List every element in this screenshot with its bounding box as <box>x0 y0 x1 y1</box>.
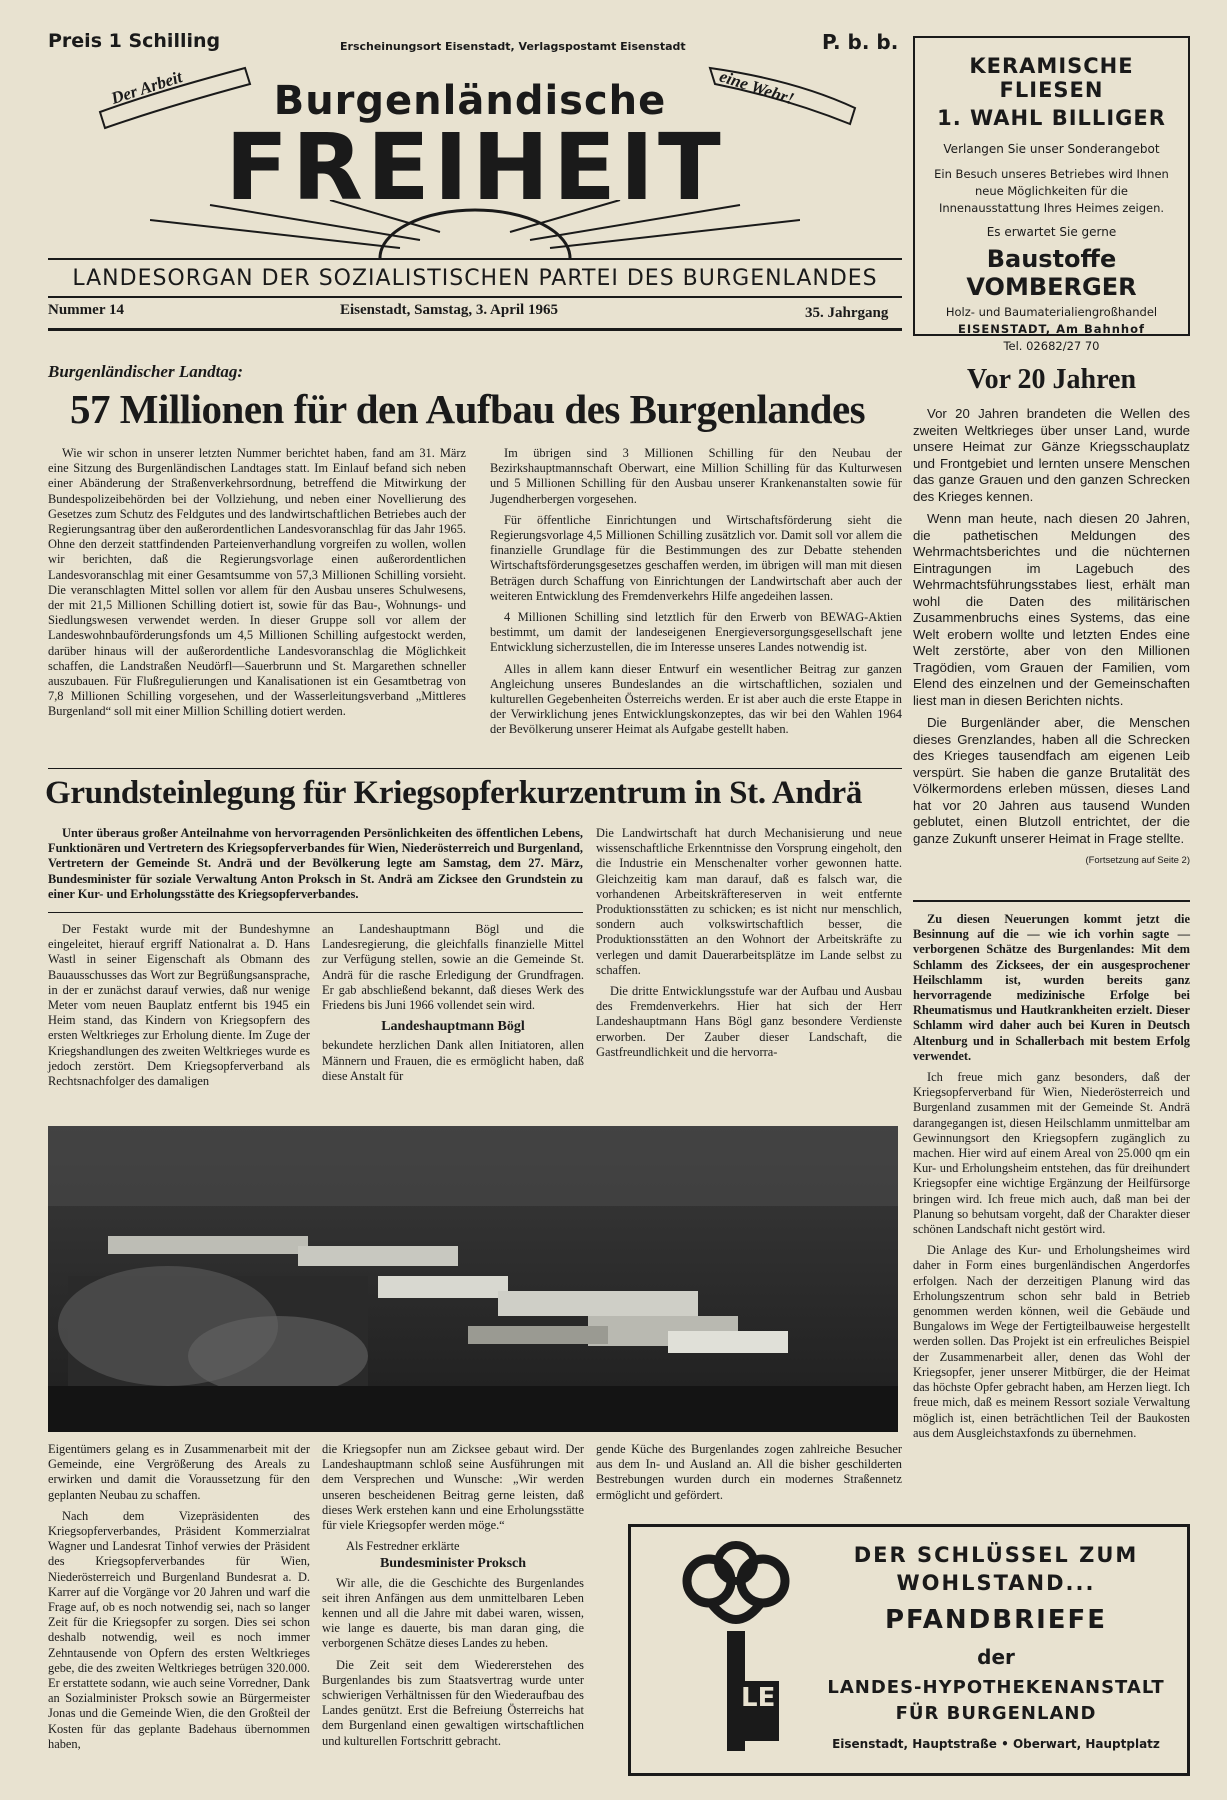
key-logo-letters: LE <box>741 1683 776 1713</box>
article2-col3 <box>596 826 902 1066</box>
article2-lead-right: Die Landwirtschaft hat durch Mechanisierung und neue wissenschaftliche Erkenntnisse den Vorsprung eingeholt, den die Industrie ein Menschenalter vorher gewonnen hatte. Gleichzeitig kam man darauf, daß es falsch war, die vorhandenen Arbeitskräftereserven in weit entfernte Produktionsstätten zu schicken; es ist nicht nur menschlich, sondern auch volkswirtschaftlich besser, die Produktionsstätten an den Wohnort der Arbeitskräfte zu verlegen und damit Dauerarbeitsplätze im Lande selbst zu schaffen. <box>596 826 902 977</box>
header-bottom-rule <box>48 328 902 331</box>
article1-headline: 57 Millionen für den Aufbau des Burgenlandes <box>70 386 866 432</box>
article2-bottom2: die Kriegsopfer nun am Zicksee gebaut wird. Der Landeshauptmann schloß seine Ausführungen mit dem Versprechen und Wunsche: „Wir werden unseren bescheidenen Beitrag gerne leisten, daß dieses Werk erstehen kann und eine Erholungsstätte für viele Kriegsopfer werden möge.“ <box>322 1442 584 1533</box>
article1-col2 <box>490 446 902 744</box>
ad-bottom-line6: FÜR BURGENLAND <box>895 1703 1097 1724</box>
article2-headline: Grundsteinlegung für Kriegsopferkurzentrum in St. Andrä <box>45 775 863 811</box>
ad-line-3: Es erwartet Sie gerne <box>986 225 1117 239</box>
ad-pfandbriefe-box <box>628 1524 1190 1776</box>
subtitle-rule <box>48 296 902 298</box>
ad-headline-2: 1. WAHL BILLIGER <box>937 106 1166 130</box>
article1-col2d: Alles in allem kann dieser Entwurf ein wesentlicher Beitrag zur ganzen Angleichung unseres Bundeslandes an die wirtschaftlichen, sozialen und kulturellen Gegebenheiten Österreichs werden. Er ist aber auch die erste Etappe in der Verwirklichung jenes Entwicklungskonzeptes, das wir bei den Wahlen 1964 der Bevölkerung unserer Heimat als Aufgabe gestellt haben. <box>490 661 902 737</box>
side-article-p2: Wenn man heute, nach diesen 20 Jahren, die pathetischen Meldungen des Wehrmachtsberichtes und die nüchternen Eintragungen im Lagebuch des Wehrmachtsführungsstabes liest, erhält man wohl die Daten des militärischen Zusammenbruchs eines Systems, das eine Welt erobern wollte und letzten Endes eine Welt zerstörte, aber von den Millionen Tragödien, vom Grauen der Familien, vom Elend des einzelnen und der Gemeinschaften liest man in diesen Berichten nichts. <box>913 511 1190 708</box>
issue-number: Nummer 14 <box>48 302 124 318</box>
article2-right-col <box>913 912 1190 1447</box>
article2-col3-text: Die dritte Entwicklungsstufe war der Aufbau und Ausbau des Fremdenverkehrs. Hier hat sich der Herr Landeshauptmann Hans Bögl ganz besondere Verdienste erworben. Der Zauber dieser Landschaft, die Gastfreundlichkeit und die hervorra- <box>596 984 902 1059</box>
title-top: Burgenländische <box>273 78 667 124</box>
pbb-label: P. b. b. <box>822 30 899 54</box>
article2-bottom3: gende Küche des Burgenlandes zogen zahlreiche Besucher aus dem In- und Ausland an. All die bisher geschilderten Bestrebungen wurden durch ein modernes Straßennetz ermöglicht und gefördert. <box>596 1442 902 1502</box>
publication-place: Erscheinungsort Eisenstadt, Verlagspostamt Eisenstadt <box>340 40 686 53</box>
article2-bottom2b: Wir alle, die die Geschichte des Burgenlandes seit ihren Anfängen aus dem unmittelbaren Leben kennen und all die Jahre mit dabei waren, wissen, wie lange es dauerte, bis man daran ging, die verborgenen Schätze dieses Landes zu heben. <box>322 1575 584 1651</box>
side-article-rule <box>913 900 1190 902</box>
ad-bottom-line4: der <box>977 1645 1015 1669</box>
masthead-rule <box>48 258 902 260</box>
side-article-continuation: (Fortsetzung auf Seite 2) <box>1085 855 1190 866</box>
ad-line-2: Ein Besuch unseres Betriebes wird Ihnen neue Möglichkeiten für die Innenausstattung Ihres Heimes zeigen. <box>934 167 1169 215</box>
article2-bottom-col2 <box>322 1442 584 1755</box>
price-label: Preis 1 Schilling <box>48 30 221 52</box>
article1-col1-text: Wie wir schon in unserer letzten Nummer berichtet haben, fand am 31. März eine Sitzung des Burgenländischen Landtages statt. Im Einlauf befand sich neben einer Abänderung der Straßenverkehrsordnung, betreffend die Mitwirkung der Bundespolizeibehörden bei der Vollziehung, und neben einer Novellierung des Gesetzes zum Schutz des Feldgutes und des landwirtschaftlichen Betriebes auch der Regierungsantrag über den außerordentlichen Landesvoranschlag für das Jahr 1965. Ohne den derzeit stattfindenden Parteienverhandlung vorgreifen zu wollen, wollen wir berichten, daß die Regierungsvorlage einen außerordentlichen Landesvoranschlag mit einer Gesamtsumme von 57,3 Millionen Schilling vorsieht. Die veranschlagten Mittel sollen vor allem für den Ausbau unseres Schulwesens, der mit 21,5 Millionen Schilling dotiert ist, sowie für das Bau-, Wohnungs- und Siedlungswesen verwendet werden. In dieser Gruppe soll vor allem der Landeswohnbauförderungsfonds um 4,5 Millionen Schilling aufgestockt werden, darüber hinaus will der außerordentliche Landesvoranschlag die Möglichkeit schaffen, die Landstraßen Neudörfl—Sauerbrunn und St. Margarethen schneller auszubauen. Für Flußregulierungen und Kanalisationen ist ein Gesamtbetrag von 7,8 Millionen Schilling vorgesehen, und der Wasserleitungsverband „Mittleres Burgenland“ soll mit einer Million Schilling dotiert werden. <box>48 446 466 719</box>
ad-bottom-line2: WOHLSTAND... <box>896 1571 1096 1595</box>
article2-bottom-col3 <box>596 1442 902 1509</box>
article2-bottom1: Eigentümers gelang es in Zusammenarbeit mit der Gemeinde, eine Vergrößerung des Areals zu erwirken und damit die Voraussetzung für den geplanten Neubau zu schaffen. <box>48 1442 310 1502</box>
ad-desc: Holz- und Baumaterialiengroßhandel <box>945 305 1158 319</box>
article2-right2: Ich freue mich ganz besonders, daß der Kriegsopferverband für Wien, Niederösterreich und Burgenland zusammen mit der Gemeinde St. Andrä darangegangen ist, diesen Heilschlamm unmittelbar am Gewinnungsort den Kriegsopfern zugänglich zu machen. Hier wird auf einem Areal von 25.000 qm ein Kur- und Erholungsheim entstehen, das für dreihundert Kriegsopfer eine wichtige Ergänzung der Heilfürsorge bringen wird. Ich freue mich auch, daß man bei der Planung so behutsam vorgeht, daß der Charakter dieser schönen Landschaft nicht gestört wird. <box>913 1070 1190 1237</box>
ad-company: Baustoffe VOMBERGER <box>966 245 1137 301</box>
model-photo <box>48 1126 898 1432</box>
ad-line-1: Verlangen Sie unser Sonderangebot <box>943 142 1160 156</box>
article2-subhead-festredner: Als Festredner erklärte <box>346 1539 460 1554</box>
article2-lead-text: Unter überaus großer Anteilnahme von hervorragenden Persönlichkeiten des öffentlichen Lebens, Funktionären und Vertretern des Kriegsopferverbandes für Wien, Niederösterreich und Burgenland, Vertretern der Gemeinde St. Andrä und der Bevölkerung legte am Samstag, dem 27. März, Bundesminister für soziale Verwaltung Anton Proksch in St. Andrä am Zicksee den Grundstein zu einer Kur- und Erholungsstätte des Kriegsopferverbandes. <box>48 826 583 901</box>
issue-date: Eisenstadt, Samstag, 3. April 1965 <box>340 302 558 318</box>
article2-col2-text: an Landeshauptmann Bögl und die Landesregierung, die gleichfalls finanzielle Mittel zur Verfügung stellen, sowie an die Gemeinde St. Andrä für die rasche Erledigung der Grundfragen. Er gab abschließend bekannt, daß dieses Werk des Friedens bis Juni 1966 vollendet sein wird. <box>322 922 584 1013</box>
ad-address: EISENSTADT, Am Bahnhof <box>957 322 1146 336</box>
sunrise-graphic <box>150 200 800 260</box>
side-article-p3: Die Burgenländer aber, die Menschen dieses Grenzlandes, haben all die Schrecken des Krieges tausendfach am eigenen Leib verspürt. Sie haben die ganze Brutalität des Völkermordens erleben müssen, dieses Land hat vor 20 Jahren aus tausend Wunden geblutet, einen Blutzoll entrichtet, der die ganze Zukunft unserer Heimat in Frage stellte. <box>913 715 1190 846</box>
ad-headline-1: KERAMISCHE FLIESEN <box>969 54 1134 102</box>
article2-right3: Die Anlage des Kur- und Erholungsheimes wird daher in Form eines burgenländischen Angerdorfes erfolgen. Nach der derzeitigen Planung wird das Erholungszentrum schon sehr bald in Betrieb genommen werden können, weil die Gebäude und Bungalows im Wege der Fertigteilbauweise hergestellt werden sollen. Das Projekt ist ein erfreuliches Beispiel der Zusammenarbeit aller, denen das Wohl der Kriegsopfer, jener unserer Mitbürger, die der Heimat das höchste Opfer gebracht haben, am Herzen liegt. Ich freue mich, daß es meinem Ressort soziale Verwaltung möglich ist, einen beträchtlichen Teil der Baukosten aus dem Ausgleichstaxfonds zu übernehmen. <box>913 1243 1190 1440</box>
article2-col2b-text: bekundete herzlichen Dank allen Initiatoren, allen Männern und Frauen, die es ermöglicht haben, daß diese Anstalt für <box>322 1038 584 1083</box>
article2-bottom2c: Die Zeit seit dem Wiedererstehen des Burgenlandes bis zum Staatsvertrag wurde unter schwierigen Verhältnissen für den Wiederaufbau des Landes genützt. Erst die Befreiung Österreichs hat dem Burgenland einen gewaltigen wirtschaftlichen und kulturellen Fortschritt gebracht. <box>322 1657 584 1748</box>
article2-subhead-boegl: Landeshauptmann Bögl <box>381 1019 525 1035</box>
side-article-headline: Vor 20 Jahren <box>966 364 1137 395</box>
article1-col2c: 4 Millionen Schilling sind letztlich für den Erwerb von BEWAG-Aktien bestimmt, um damit der landeseigenen Energieversorgungsgesellschaft jene Entwicklung sicherzustellen, die im Interesse unseres Landes notwendig ist. <box>490 610 902 655</box>
article1-col1 <box>48 446 466 726</box>
article2-right1: Zu diesen Neuerungen kommt jetzt die Besinnung auf die — wie ich vorhin sagte — verborgenen Schätze des Burgenlandes: Mit dem Schlamm des Zicksees, der ein ausgesprochener Heilschlamm ist, wurden bereits ganz hervorragende medizinische Erfolge bei Rheumatismus und Hautkrankheiten erzielt. Dieser Schlamm wird daher auch bei Kuren in Deutsch Altenburg und in Schallerbach mit bestem Erfolg verwendet. <box>913 912 1190 1063</box>
ad-bottom-line7: Eisenstadt, Hauptstraße • Oberwart, Hauptplatz <box>832 1737 1160 1751</box>
ad-tiles-box <box>913 36 1190 353</box>
article2-col1 <box>48 922 310 1095</box>
ad-phone: Tel. 02682/27 70 <box>1003 339 1100 353</box>
ad-bottom-line1: DER SCHLÜSSEL ZUM <box>853 1543 1139 1567</box>
article2-col1-text: Der Festakt wurde mit der Bundeshymne eingeleitet, hierauf ergriff Nationalrat a. D. Hans Wastl in seiner Eigenschaft als Obmann des Bauausschusses das Wort zur Begrüßungsansprache, in der er zunächst darauf verwies, daß nur wenige Meter vom neuen Bauplatz entfernt bis 1945 ein Heim stand, das Kindern von Kriegsopfern des ersten Weltkrieges zur Erholung diente. Im Zuge der Kriegshandlungen des zweiten Weltkrieges wurde es jedoch zerstört. Dem Kriegsopferverband als Rechtsnachfolger des damaligen <box>48 922 310 1089</box>
key-logo <box>681 1541 791 1766</box>
ad-bottom-line3: PFANDBRIEFE <box>884 1605 1108 1635</box>
volume-label: 35. Jahrgang <box>805 305 889 321</box>
masthead-title: FREIHEIT <box>225 114 725 221</box>
banner-left-text: Der Arbeit <box>108 67 185 108</box>
article2-lead <box>48 826 583 908</box>
article2-col2 <box>322 922 584 1090</box>
side-article-p1: Vor 20 Jahren brandeten die Wellen des zweiten Weltkrieges über unser Land, wurde unsere Heimat zur Gänze Kriegsschauplatz und Frontgebiet und lernten unsere Menschen das ganze Grauen und den ganzen Schrecken des Krieges kennen. <box>913 406 1190 504</box>
article2-bottom1b: Nach dem Vizepräsidenten des Kriegsopferverbandes, Präsident Kommerzialrat Wagner und Landesrat Tinhof verwies der Präsident des Kriegsopferverbandes für Wien, Niederösterreich und Burgenland Bundesrat a. D. Karrer auf die Vorgänge vor 20 Jahren und warf die Frage auf, ob es noch notwendig sei, nach so langer Zeit für die Kriegsopfer zu sorgen. Dies sei schon deshalb notwendig, weil es noch immer Zehntausende von Opfern des ersten Weltkrieges gebe, die des zweiten Weltkrieges betrügen 320.000. Er erstattete sodann, wie auch seine Vorredner, Dank an Sozialminister Proksch sowie an Bürgermeister Jonas und die Gemeinde Wien, die den Großteil der Kosten für das geplante Badehaus übernommen haben, <box>48 1508 310 1751</box>
masthead-subtitle: LANDESORGAN DER SOZIALISTISCHEN PARTEI DES BURGENLANDES <box>72 266 878 291</box>
article1-col2b: Für öffentliche Einrichtungen und Wirtschaftsförderung sieht die Regierungsvorlage 4,5 Millionen Schilling zusätzlich vor. Damit soll vor allem die finanzielle Grundlage für die Bestimmungen des zur Debatte stehenden Wirtschaftsförderungsgesetzes geschaffen werden, im übrigen will man mit diesen Beträgen durch Schaffung von Einrichtungen der Landwirtschaft aber auch der weiteren Entwicklung des Fremdenverkehrs Hilfe angedeihen lassen. <box>490 512 902 603</box>
article2-lead-rule <box>48 912 583 913</box>
article2-subhead-proksch: Bundesminister Proksch <box>379 1556 527 1572</box>
article1-bottom-rule <box>48 768 902 769</box>
ad-bottom-line5: LANDES-HYPOTHEKENANSTALT <box>827 1677 1165 1698</box>
article2-bottom-col1 <box>48 1442 310 1758</box>
article1-col2a: Im übrigen sind 3 Millionen Schilling für den Neubau der Bezirkshauptmannschaft Oberwart, eine Million Schilling für das Kulturwesen und 5 Millionen Schilling für den Ausbau unserer Krankenanstalten sowie für Jugendherbergen vorgesehen. <box>490 446 902 506</box>
side-article-body <box>913 406 1190 870</box>
article1-kicker: Burgenländischer Landtag: <box>48 362 244 381</box>
banner-right-text: eine Wehr! <box>717 66 797 109</box>
